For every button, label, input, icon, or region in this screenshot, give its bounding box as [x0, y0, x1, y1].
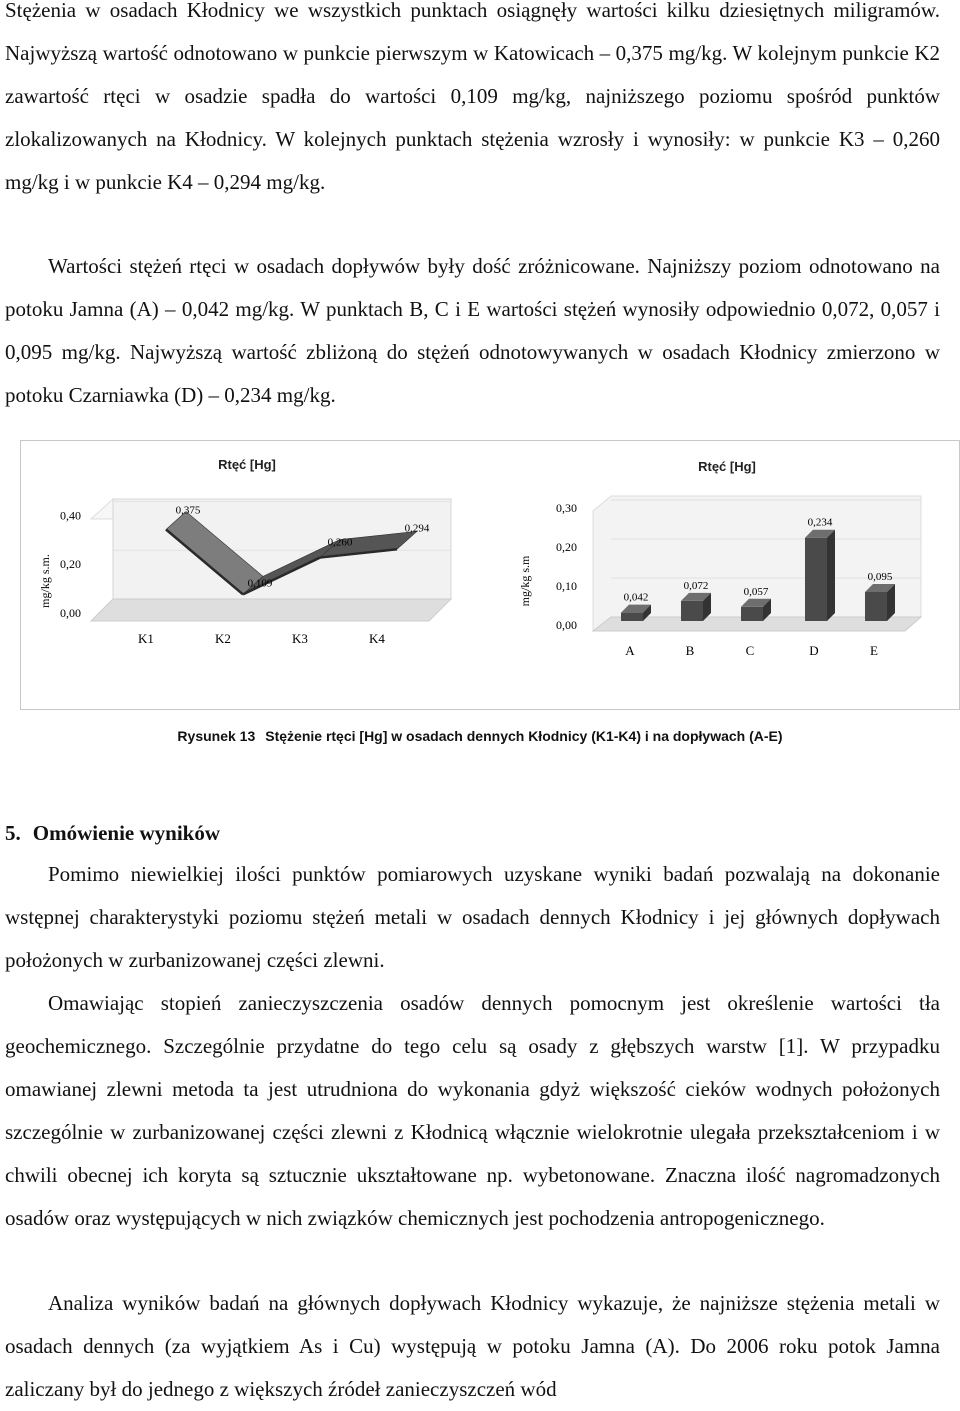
data-label: 0,294	[404, 522, 430, 535]
paragraph-geochemical-background	[5, 982, 940, 1240]
chart-title: Rtęć [Hg]	[698, 459, 756, 474]
data-label: 0,095	[867, 570, 893, 583]
y-tick-label: 0,30	[556, 501, 577, 515]
x-tick-label: E	[870, 643, 878, 658]
x-tick-label: K2	[215, 631, 231, 646]
x-tick-label: A	[625, 643, 635, 658]
y-tick-label: 0,20	[556, 540, 577, 554]
caption-label: Rysunek 13	[177, 728, 256, 744]
x-tick-label: B	[685, 643, 695, 658]
chart-floor	[91, 599, 451, 621]
data-label: 0,109	[247, 577, 273, 590]
figure-caption	[0, 728, 960, 744]
section-heading	[5, 812, 232, 855]
x-tick-label: D	[809, 643, 819, 658]
section-title: Omówienie wyników	[32, 821, 221, 845]
data-label: 0,260	[327, 536, 353, 549]
y-tick-label: 0,40	[60, 508, 81, 523]
paragraph-tributaries-analysis	[5, 1282, 940, 1411]
x-tick-label: K3	[292, 631, 308, 646]
caption-text: Stężenie rtęci [Hg] w osadach dennych Kłodnicy (K1-K4) i na dopływach (A-E)	[265, 728, 783, 744]
y-axis-label: mg/kg s.m	[518, 555, 532, 607]
paragraph-text: Pomimo niewielkiej ilości punktów pomiarowych uzyskane wyniki badań pozwalają na dokonanie wstępnej charakterystyki poziomu stężeń metali w osadach dennych Kłodnicy i jej głównych dopływach położonych w zurbanizowanej części zlewni.	[5, 862, 940, 972]
bar	[741, 607, 763, 621]
y-tick-label: 0,20	[60, 557, 81, 572]
paragraph-tributaries-results	[5, 245, 940, 417]
y-tick-label: 0,00	[556, 618, 577, 632]
paragraph-text: Stężenia w osadach Kłodnicy we wszystkich punktach osiągnęły wartości kilku dziesiętnych miligramów. Najwyższą wartość odnotowano w punkcie pierwszym w Katowicach – 0,375 mg/kg. W kolejnym punkcie K2 zawartość rtęci w osadzie spadła do wartości 0,109 mg/kg, najniższego poziomu spośród punktów zlokalizowanych na Kłodnicy. W kolejnych punktach stężenia wzrosły i wynosiły: w punkcie K3 – 0,260 mg/kg i w punkcie K4 – 0,294 mg/kg.	[5, 0, 940, 194]
figure-mercury-charts	[20, 440, 960, 710]
section-number: 5.	[5, 821, 21, 845]
bar	[865, 592, 887, 621]
chart-title: Rtęć [Hg]	[218, 457, 276, 472]
bar-side	[827, 530, 835, 621]
bar	[621, 613, 643, 621]
paragraph-text: Omawiając stopień zanieczyszczenia osadów dennych pomocnym jest określenie wartości tła geochemicznego. Szczególnie przydatne do tego celu są osady z głębszych warstw [1]. W przypadku omawianej zlewni metoda ta jest utrudniona do wykonania gdyż większość cieków wodnych położonych szczególnie w zurbanizowanej części zlewni z Kłodnicą włącznie wielokrotnie ulegała przekształceniom i w chwili obecnej ich koryta są sztucznie ukształtowane np. wybetonowane. Znaczna ilość nagromadzonych osadów oraz występujących w nich związków chemicznych jest pochodzenia antropogenicznego.	[5, 991, 940, 1230]
data-label: 0,234	[807, 516, 833, 529]
x-tick-label: K4	[369, 631, 385, 646]
line-chart-kłodnica	[38, 457, 451, 646]
x-tick-label: C	[745, 643, 755, 658]
paragraph-text: Analiza wyników badań na głównych dopływach Kłodnicy wykazuje, że najniższe stężenia metali w osadach dennych (za wyjątkiem As i Cu) występują w potoku Jamna (A). Do 2006 roku potok Jamna zaliczany był do jednego z większych źródeł zanieczyszczeń wód	[5, 1291, 940, 1401]
data-label: 0,057	[743, 585, 769, 598]
bar	[681, 601, 703, 621]
y-axis-label: mg/kg s.m.	[38, 554, 52, 608]
bar-chart-tributaries	[518, 459, 921, 658]
paragraph-kłodnica-results	[5, 0, 940, 204]
data-label: 0,072	[683, 579, 709, 592]
x-tick-label: K1	[138, 631, 154, 646]
y-tick-label: 0,10	[556, 579, 577, 593]
y-tick-label: 0,00	[60, 606, 81, 620]
bar	[805, 538, 827, 621]
paragraph-summary	[5, 853, 940, 982]
back-wall	[113, 499, 451, 599]
data-label: 0,375	[175, 504, 201, 517]
data-label: 0,042	[623, 591, 649, 604]
paragraph-text: Wartości stężeń rtęci w osadach dopływów były dość zróżnicowane. Najniższy poziom odnotowano na potoku Jamna (A) – 0,042 mg/kg. W punktach B, C i E wartości stężeń wynosiły odpowiednio 0,072, 0,057 i 0,095 mg/kg. Najwyższą wartość zbliżoną do stężeń odnotowywanych w osadach Kłodnicy zmierzono w potoku Czarniawka (D) – 0,234 mg/kg.	[5, 254, 940, 407]
charts-svg	[21, 441, 959, 709]
